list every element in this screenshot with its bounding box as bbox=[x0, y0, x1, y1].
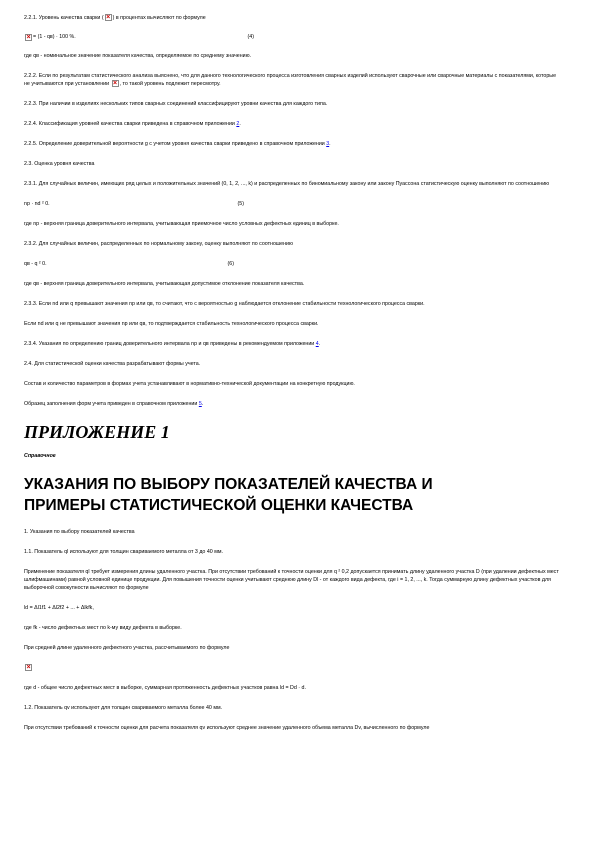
title-line-1: УКАЗАНИЯ ПО ВЫБОРУ ПОКАЗАТЕЛЕЙ КАЧЕСТВА И bbox=[24, 476, 433, 493]
text: 2.3.4. Указания по определению границ доверительного интервала np и qв приведены в рекомендуемом приложении bbox=[24, 341, 316, 347]
broken-image-icon bbox=[112, 80, 119, 87]
equation-text: np · nd ² 0. bbox=[24, 201, 50, 207]
broken-image-icon bbox=[25, 34, 32, 41]
text: 2.2.1. Уровень качества сварки ( bbox=[24, 15, 104, 21]
link-appendix-2[interactable]: 2 bbox=[236, 121, 240, 127]
text: . bbox=[201, 401, 204, 407]
text: ) в процентах вычисляют по формуле bbox=[112, 15, 206, 21]
appx-para-ql: Применение показателя ql требует измерения длины удаленного участка. При отсутствии требований к точности оценки для q ² 0,2 допускается принимать длину удаленного участка D (при удалении дефектных мест шлифмашинами) равной условной единице продукции. Для повышения точности оценки учитывают среднюю длину Dl - от каждого вида дефекта, где i = 1, 2, ..., k. Тогда суммарную длину дефектных участков для выборочной совокупности вычисляют по формуле bbox=[24, 569, 559, 591]
equation-5 bbox=[24, 200, 244, 208]
appx-para-avg-length: При средней длине удаленного дефектного участка, рассчитываемого по формуле bbox=[24, 645, 230, 651]
para-2-4: 2.4. Для статистической оценки качества разрабатывают формы учета. bbox=[24, 361, 201, 367]
text: 2.2.5. Определение доверительной вероятности g с учетом уровня качества сварки приведено в справочном приложении bbox=[24, 141, 327, 147]
equation-text: = (1 - qв) · 100 %. bbox=[33, 34, 76, 40]
appendix-subheading: Справочное bbox=[24, 453, 56, 459]
para-stability: Если nd или q не превышают значения np или qв, то подтверждается стабильность технологического процесса сварки. bbox=[24, 321, 319, 327]
para-2-2-4 bbox=[24, 120, 563, 128]
equation-text: qв - q ² 0. bbox=[24, 261, 47, 267]
para-2-2-2 bbox=[24, 72, 563, 88]
para-forms-content: Состав и количество параметров в формах учета устанавливают в нормативно-технической документации на конкретную продукцию. bbox=[24, 381, 355, 387]
equation-6 bbox=[24, 260, 234, 268]
appx-para-1-1: 1.1. Показатель ql используют для толщин свариваемого металла от 3 до 40 мм. bbox=[24, 549, 223, 555]
text: , то такой уровень подлежит пересмотру. bbox=[119, 81, 221, 87]
link-appendix-5[interactable]: 5 bbox=[198, 401, 202, 407]
para-forms-sample bbox=[24, 400, 563, 408]
text: 2.2.4. Классификация уровней качества сварки приведена в справочном приложении bbox=[24, 121, 237, 127]
appx-para-1-2: 1.2. Показатель qv используют для толщин свариваемого металла более 40 мм. bbox=[24, 705, 223, 711]
para-2-3-3: 2.3.3. Если nd или q превышают значения np или qв, то считают, что с вероятностью g наблюдается отклонение стабильности технологического процесса сварки. bbox=[24, 301, 425, 307]
appx-para-qv: При отсутствии требований к точности оценки для расчета показателя qv используют среднее значение удаленного объема металла Dv, вычисленного по формуле bbox=[24, 725, 430, 731]
appx-para-fk: где fk - число дефектных мест по k-му виду дефекта в выборке. bbox=[24, 625, 182, 631]
para-2-2-1 bbox=[24, 14, 563, 22]
para-2-3-1: 2.3.1. Для случайных величин, имеющих ряд целых и положительных значений (0, 1, 2, ..., k) и распределенных по биномиальному закону или закону Пуассона статистическую оценку выполняют по соотношению bbox=[24, 181, 550, 187]
equation-number: (4) bbox=[247, 34, 254, 40]
equation-4 bbox=[24, 33, 254, 41]
para-2-2-3: 2.2.3. При наличии в изделиях нескольких типов сварных соединений классифицируют уровни качества для каждого типа. bbox=[24, 101, 328, 107]
text: Образец заполнения форм учета приведен в справочном приложении bbox=[24, 401, 199, 407]
appx-para-d: где d - общее число дефектных мест в выборке, суммарная протяженность дефектных участков равна ld = Dd · d. bbox=[24, 685, 306, 691]
para-2-3-4 bbox=[24, 340, 563, 348]
equation-number: (5) bbox=[237, 201, 244, 207]
para-where-qv: где qв - номинальное значение показателя качества, определяемое по среднему значению. bbox=[24, 53, 252, 59]
para-2-3-2: 2.3.2. Для случайных величин, распределенных по нормальному закону, оценку выполняют по соотношению bbox=[24, 241, 293, 247]
text: . bbox=[318, 341, 321, 347]
para-where-np: где np - верхняя граница доверительного интервала, учитывающая приемочное число условных дефектных единиц в выборке. bbox=[24, 221, 339, 227]
broken-image-icon bbox=[105, 14, 112, 21]
title-line-2: ПРИМЕРЫ СТАТИСТИЧЕСКОЙ ОЦЕНКИ КАЧЕСТВА bbox=[24, 497, 414, 514]
appendix-title bbox=[24, 474, 563, 516]
para-2-2-5 bbox=[24, 140, 563, 148]
link-appendix-3[interactable]: 3 bbox=[326, 141, 330, 147]
para-2-3: 2.3. Оценка уровня качества bbox=[24, 161, 95, 167]
appx-section-1: 1. Указания по выбору показателей качества bbox=[24, 529, 135, 535]
text: 2.2.2. Если по результатам статистического анализа выяснено, что для данного технологического процесса изготовления сварных изделий используют сварочные или сварочные материалы с показателями, которые не учитываются при установлении bbox=[24, 73, 557, 87]
link-appendix-4[interactable]: 4 bbox=[315, 341, 319, 347]
appx-equation-ld: ld = Δl1f1 + Δl2f2 + ... + Δlkfk, bbox=[24, 605, 94, 611]
appx-formula-image bbox=[24, 664, 563, 672]
text: . bbox=[329, 141, 331, 147]
para-where-qv-bound: где qв - верхняя граница доверительного интервала, учитывающая допустимое отклонение показателя качества. bbox=[24, 281, 305, 287]
appendix-heading: ПРИЛОЖЕНИЕ 1 bbox=[24, 422, 170, 442]
equation-number: (6) bbox=[227, 261, 234, 267]
text: . bbox=[239, 121, 241, 127]
broken-image-icon bbox=[25, 664, 32, 671]
